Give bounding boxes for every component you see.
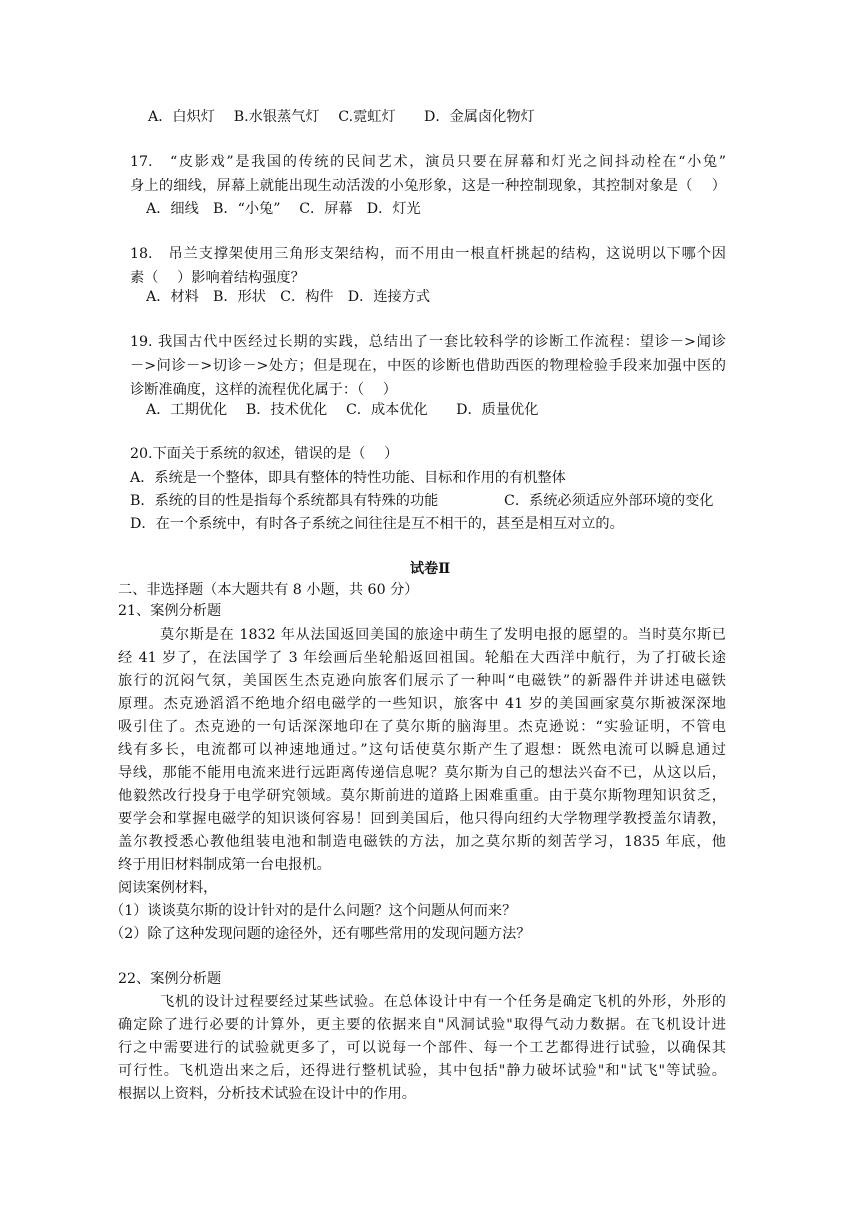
q20-stem: 20.下面关于系统的叙述，错误的是（ ） — [130, 446, 399, 462]
q21-para-line: 导线，那能不能用电流来进行远距离传递信息呢？莫尔斯为自己的想法兴奋不已，从这以后， — [118, 765, 726, 781]
q19-stem-line1: 19. 我国古代中医经过长期的实践，总结出了一套比较科学的诊断工作流程：望诊－>闻诊 — [130, 334, 726, 350]
q18-options: A．材料 B．形状 C．构件 D．连接方式 — [146, 289, 431, 305]
q21-para-line: 他毅然改行投身于电学研究领域。莫尔斯前进的道路上困难重重。由于莫尔斯物理知识贫乏， — [118, 788, 726, 804]
q17-options: A．细线 B．“小兔” C．屏幕 D．灯光 — [146, 201, 421, 217]
part2-section-title: 二、非选择题（本大题共有 8 小题，共 60 分） — [118, 582, 419, 598]
q20-option-c: C．系统必须适应外部环境的变化 — [504, 493, 714, 509]
q22-para-line: 行之中需要进行的试验就更多了，可以说每一个部件、每一个工艺都得进行试验，以确保其 — [118, 1040, 726, 1056]
q22-para-line: 飞机的设计过程要经过某些试验。在总体设计中有一个任务是确定飞机的外形，外形的 — [160, 994, 726, 1010]
q22-para-line: 根据以上资料，分析技术试验在设计中的作用。 — [118, 1086, 416, 1102]
q21-para-line: 要学会和掌握电磁学的知识谈何容易！回到美国后，他只得向纽约大学物理学教授盖尔请教， — [118, 811, 726, 827]
q22-para-line: 确定除了进行必要的计算外，更主要的依据来自"风洞试验"取得气动力数据。在飞机设计进 — [118, 1017, 726, 1033]
q22-title: 22、案例分析题 — [118, 971, 222, 987]
q18-stem-line1: 18. 吊兰支撑架使用三角形支架结构，而不用由一根直杆挑起的结构，这说明以下哪个因 — [130, 246, 726, 262]
q19-options: A．工期优化 B．技术优化 C．成本优化 D．质量优化 — [146, 402, 539, 418]
q21-para-line: 旅行的沉闷气氛，美国医生杰克逊向旅客们展示了一种叫“电磁铁”的新器件并讲述电磁铁 — [118, 673, 726, 689]
q21-para-line: 终于用旧材料制成第一台电报机。 — [118, 857, 331, 873]
q21-para-line: 经 41 岁了，在法国学了 3 年绘画后坐轮船返回祖国。轮船在大西洋中航行，为了打破长途 — [118, 650, 726, 666]
q17-stem-line2: 身上的细线，屏幕上就能出现生动活泼的小兔形象，这是一种控制现象，其控制对象是（ ） — [130, 178, 726, 194]
q17-stem-line1: 17. “皮影戏”是我国的传统的民间艺术，演员只要在屏幕和灯光之间抖动栓在“小兔” — [130, 154, 726, 170]
q22-para-line: 可行性。飞机造出来之后，还得进行整机试验，其中包括"静力破坏试验"和"试飞"等试验。 — [118, 1063, 726, 1079]
q21-para-line: 线有多长，电流都可以神速地通过。”这句话使莫尔斯产生了遐想：既然电流可以瞬息通过 — [118, 742, 726, 758]
q19-stem-line3: 诊断准确度，这样的流程优化属于：（ ） — [130, 382, 397, 398]
q20-option-b: B．系统的目的性是指每个系统都具有特殊的功能 — [130, 493, 439, 509]
part2-heading: 试卷Ⅱ — [409, 561, 451, 577]
q21-para-line: 吸引住了。杰克逊的一句话深深地印在了莫尔斯的脑海里。杰克逊说：“实验证明，不管电 — [118, 719, 726, 735]
q21-read-prompt: 阅读案例材料， — [118, 880, 218, 896]
q21-title: 21、案例分析题 — [118, 603, 222, 619]
q20-option-a: A．系统是一个整体，即具有整体的特性功能、目标和作用的有机整体 — [130, 470, 566, 486]
q21-para-line: 莫尔斯是在 1832 年从法国返回美国的旅途中萌生了发明电报的愿望的。当时莫尔斯已 — [160, 627, 726, 643]
q21-sub-question-1: （1）谈谈莫尔斯的设计针对的是什么问题？这个问题从何而来？ — [110, 903, 517, 919]
q19-stem-line2: －>问诊－>切诊－>处方；但是现在，中医的诊断也借助西医的物理检验手段来加强中医的 — [130, 358, 726, 374]
q21-para-line: 盖尔教授悉心教他组装电池和制造电磁铁的方法，加之莫尔斯的刻苦学习，1835 年底，他 — [118, 834, 726, 850]
q21-para-line: 原理。杰克逊滔滔不绝地介绍电磁学的一些知识，旅客中 41 岁的美国画家莫尔斯被深深地 — [118, 696, 726, 712]
q18-stem-line2: 素（ ）影响着结构强度？ — [130, 270, 305, 286]
q21-sub-question-2: （2）除了这种发现问题的途径外，还有哪些常用的发现问题方法？ — [110, 926, 531, 942]
q20-option-d: D．在一个系统中，有时各子系统之间往往是互不相干的，甚至是相互对立的。 — [130, 516, 624, 532]
q16-options: A．白炽灯 B.水银蒸气灯 C.霓虹灯 D．金属卤化物灯 — [148, 109, 535, 125]
